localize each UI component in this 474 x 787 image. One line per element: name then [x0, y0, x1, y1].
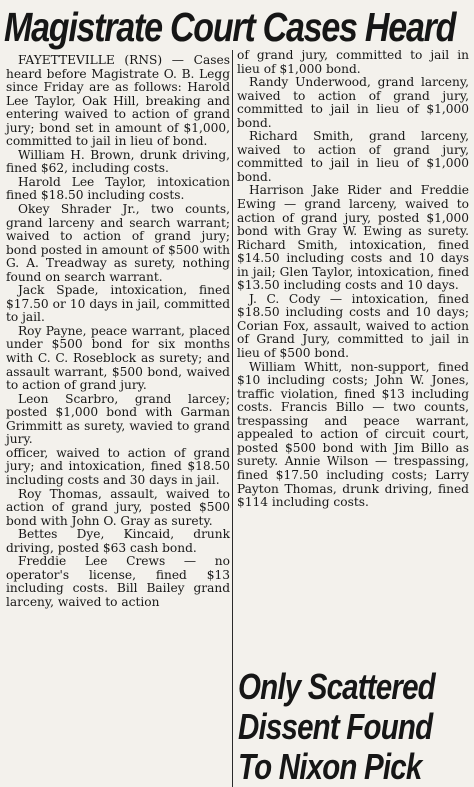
paragraph: Harrison Jake Rider and Freddie Ewing — grand larceny, waived to action of grand jury, posted $1,000 bond with Gray W. Ewing as surety. Richard Smith, intoxication, fined $14.50 including costs and 10 days in jail; Glen Taylor, intoxication, fined $13.50 including costs and 10 days.: [237, 183, 469, 293]
paragraph: Freddie Lee Crews — no operator's license, fined $13 including costs. Bill Bailey grand larceny, waived to action: [6, 554, 230, 609]
headline-line: To Nixon Pick: [238, 746, 422, 787]
paragraph: Roy Payne, peace warrant, placed under $500 bond for six months with C. C. Roseblock as surety; and assault warrant, $500 bond, waived to action of grand jury.: [6, 323, 230, 393]
article-right-column: [237, 49, 469, 510]
paragraph: Okey Shrader Jr., two counts, grand larceny and search warrant; waived to action of grand jury; bond posted in amount of $500 with G. A. Treadway as surety, nothing found on search warrant.: [6, 202, 230, 284]
paragraph: Roy Thomas, assault, waived to action of grand jury, posted $500 bond with John O. Gray as surety.: [6, 486, 230, 528]
paragraph: Harold Lee Taylor, intoxication fined $18.50 including costs.: [6, 174, 230, 203]
paragraph: of grand jury, committed to jail in lieu of $1,000 bond.: [237, 48, 469, 76]
paragraph: William Whitt, non-support, fined $10 including costs; John W. Jones, traffic violation, fined $13 including costs. Francis Billo — two counts, trespassing and peace warrant, appealed to action of circuit court, posted $500 bond with Jim Billo as surety. Annie Wilson — trespassing, fined $17.50 including costs; Larry Payton Thomas, drunk driving, fined $114 including costs.: [237, 359, 469, 510]
paragraph: Leon Scarbro, grand larcey; posted $1,000 bond with Garman Grimmitt as surety, wavied to grand jury.: [6, 391, 230, 447]
paragraph: officer, waived to action of grand jury; and intoxication, fined $18.50 including costs and 30 days in jail.: [6, 445, 230, 487]
article-left-column: [6, 54, 230, 609]
paragraph: Bettes Dye, Kincaid, drunk driving, posted $63 cash bond.: [6, 527, 230, 555]
paragraph: Jack Spade, intoxication, fined $17.50 or 10 days in jail, committed to jail.: [6, 283, 230, 325]
headline: Magistrate Court Cases Heard: [4, 4, 456, 50]
headline-line: Only Scattered: [238, 666, 435, 707]
paragraph: Randy Underwood, grand larceny, waived to action of grand jury, committed to jail in lieu of $1,000 bond.: [237, 75, 469, 130]
paragraph: FAYETTEVILLE (RNS) — Cases heard before Magistrate O. B. Legg since Friday are as follows: Harold Lee Taylor, Oak Hill, breaking and entering waived to action of grand jury; bond set in amount of $1,000, committed to jail in lieu of bond.: [6, 53, 230, 149]
column-divider: [232, 50, 233, 787]
paragraph: Richard Smith, grand larceny, waived to action of grand jury, committed to jail in lieu of $1,000 bond.: [237, 129, 469, 184]
paragraph: William H. Brown, drunk driving, fined $62, including costs.: [6, 147, 230, 176]
headline-line: Dissent Found: [238, 706, 433, 747]
paragraph: J. C. Cody — intoxication, fined $18.50 including costs and 10 days; Corian Fox, assault, waived to action of Grand Jury, committed to jail in lieu of $500 bond.: [237, 291, 469, 361]
second-headline: [238, 666, 435, 787]
